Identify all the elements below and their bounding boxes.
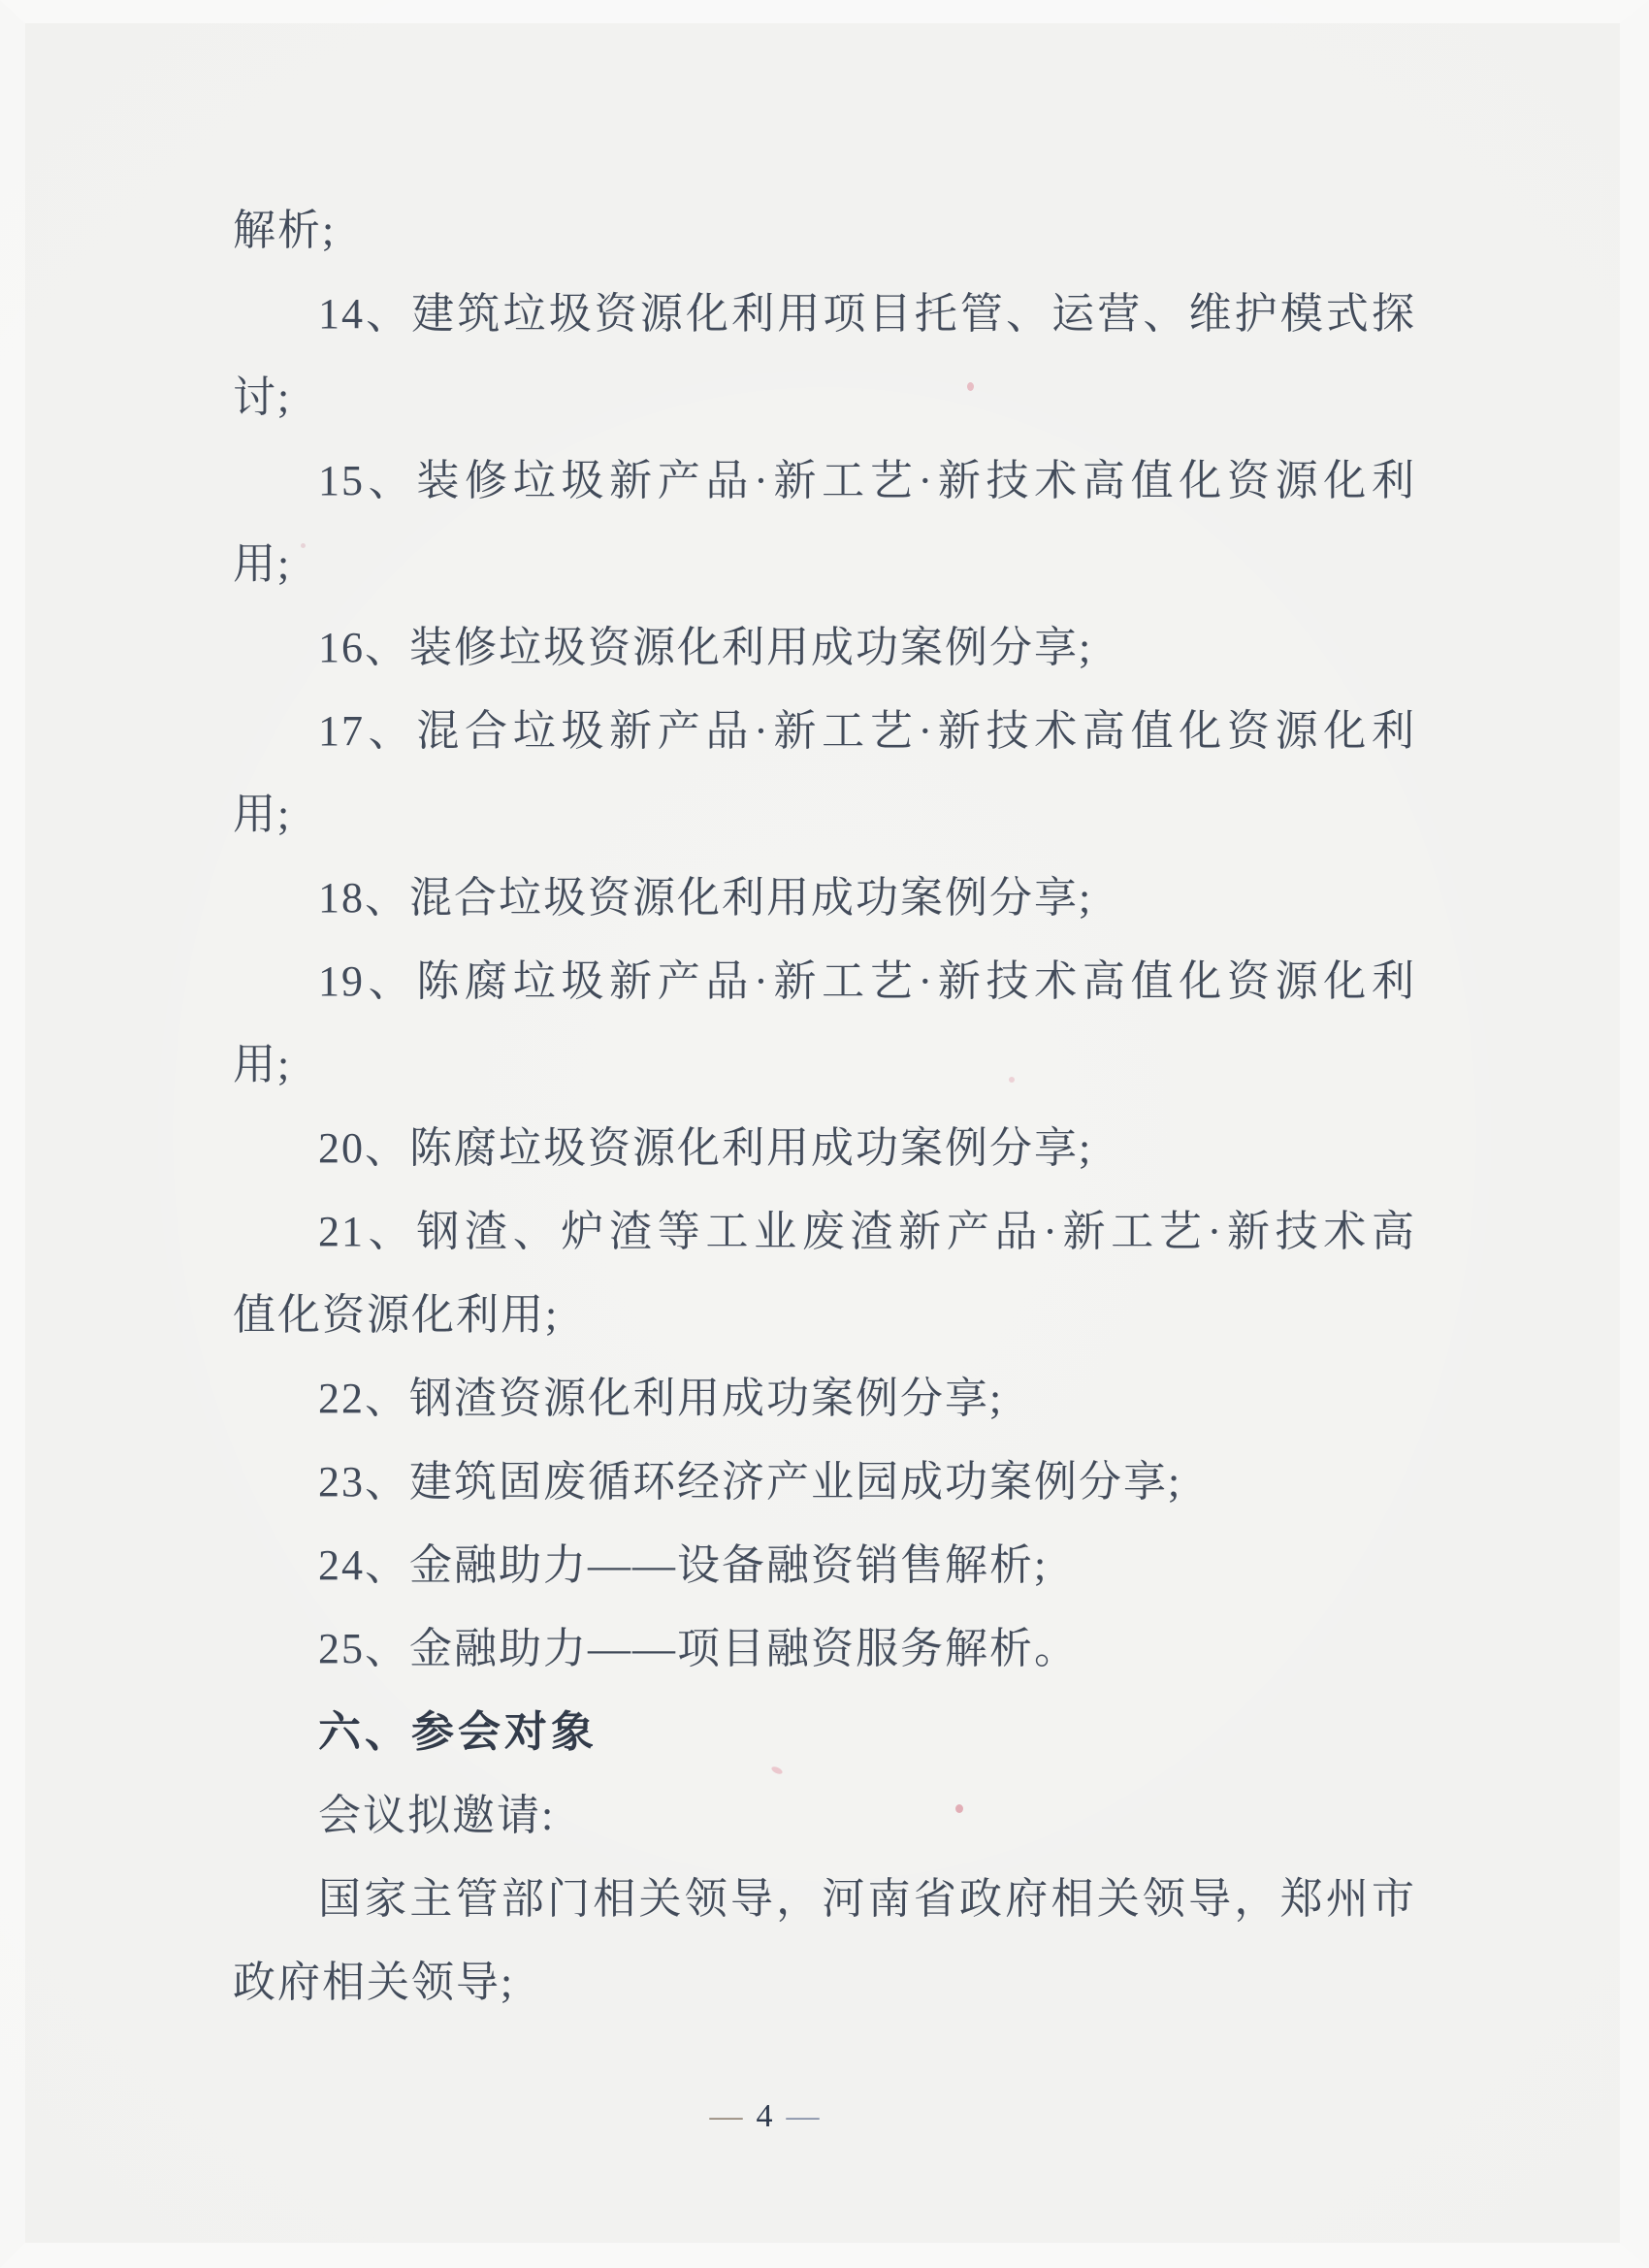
text-line: 15、装修垃圾新产品·新工艺·新技术高值化资源化利: [318, 457, 1416, 504]
text-line: 18、混合垃圾资源化利用成功案例分享;: [318, 874, 1093, 922]
text-line: 用;: [233, 791, 292, 838]
text-line: 讨;: [233, 373, 292, 421]
text-line: 值化资源化利用;: [233, 1291, 560, 1339]
text-line: 17、混合垃圾新产品·新工艺·新技术高值化资源化利: [318, 707, 1416, 755]
text-line: 14、建筑垃圾资源化利用项目托管、运营、维护模式探: [318, 290, 1416, 338]
text-line: 22、钢渣资源化利用成功案例分享;: [318, 1375, 1004, 1422]
text-line: 24、金融助力——设备融资销售解析;: [318, 1541, 1049, 1589]
document-body: [233, 189, 1416, 2025]
text-line: 25、金融助力——项目融资服务解析。: [318, 1625, 1079, 1672]
text-line: 国家主管部门相关领导，河南省政府相关领导，郑州市: [318, 1875, 1416, 1923]
page-number: 4: [756, 2098, 777, 2134]
footer-dash-right: —: [786, 2098, 824, 2134]
footer-dash-left: —: [709, 2098, 747, 2134]
text-line: 解析;: [233, 207, 337, 254]
text-line: 20、陈腐垃圾资源化利用成功案例分享;: [318, 1124, 1093, 1172]
text-line: 16、装修垃圾资源化利用成功案例分享;: [318, 624, 1093, 671]
text-line: 23、建筑固废循环经济产业园成功案例分享;: [318, 1458, 1182, 1506]
text-line: 19、陈腐垃圾新产品·新工艺·新技术高值化资源化利: [318, 957, 1416, 1005]
text-line: 用;: [233, 1041, 292, 1088]
text-line: 用;: [233, 540, 292, 588]
page-footer: [679, 2088, 854, 2146]
section-heading: 六、参会对象: [318, 1708, 598, 1756]
text-line: 政府相关领导;: [233, 1959, 515, 2006]
text-line: 21、钢渣、炉渣等工业废渣新产品·新工艺·新技术高: [318, 1208, 1416, 1255]
text-line: 会议拟邀请:: [318, 1792, 556, 1839]
